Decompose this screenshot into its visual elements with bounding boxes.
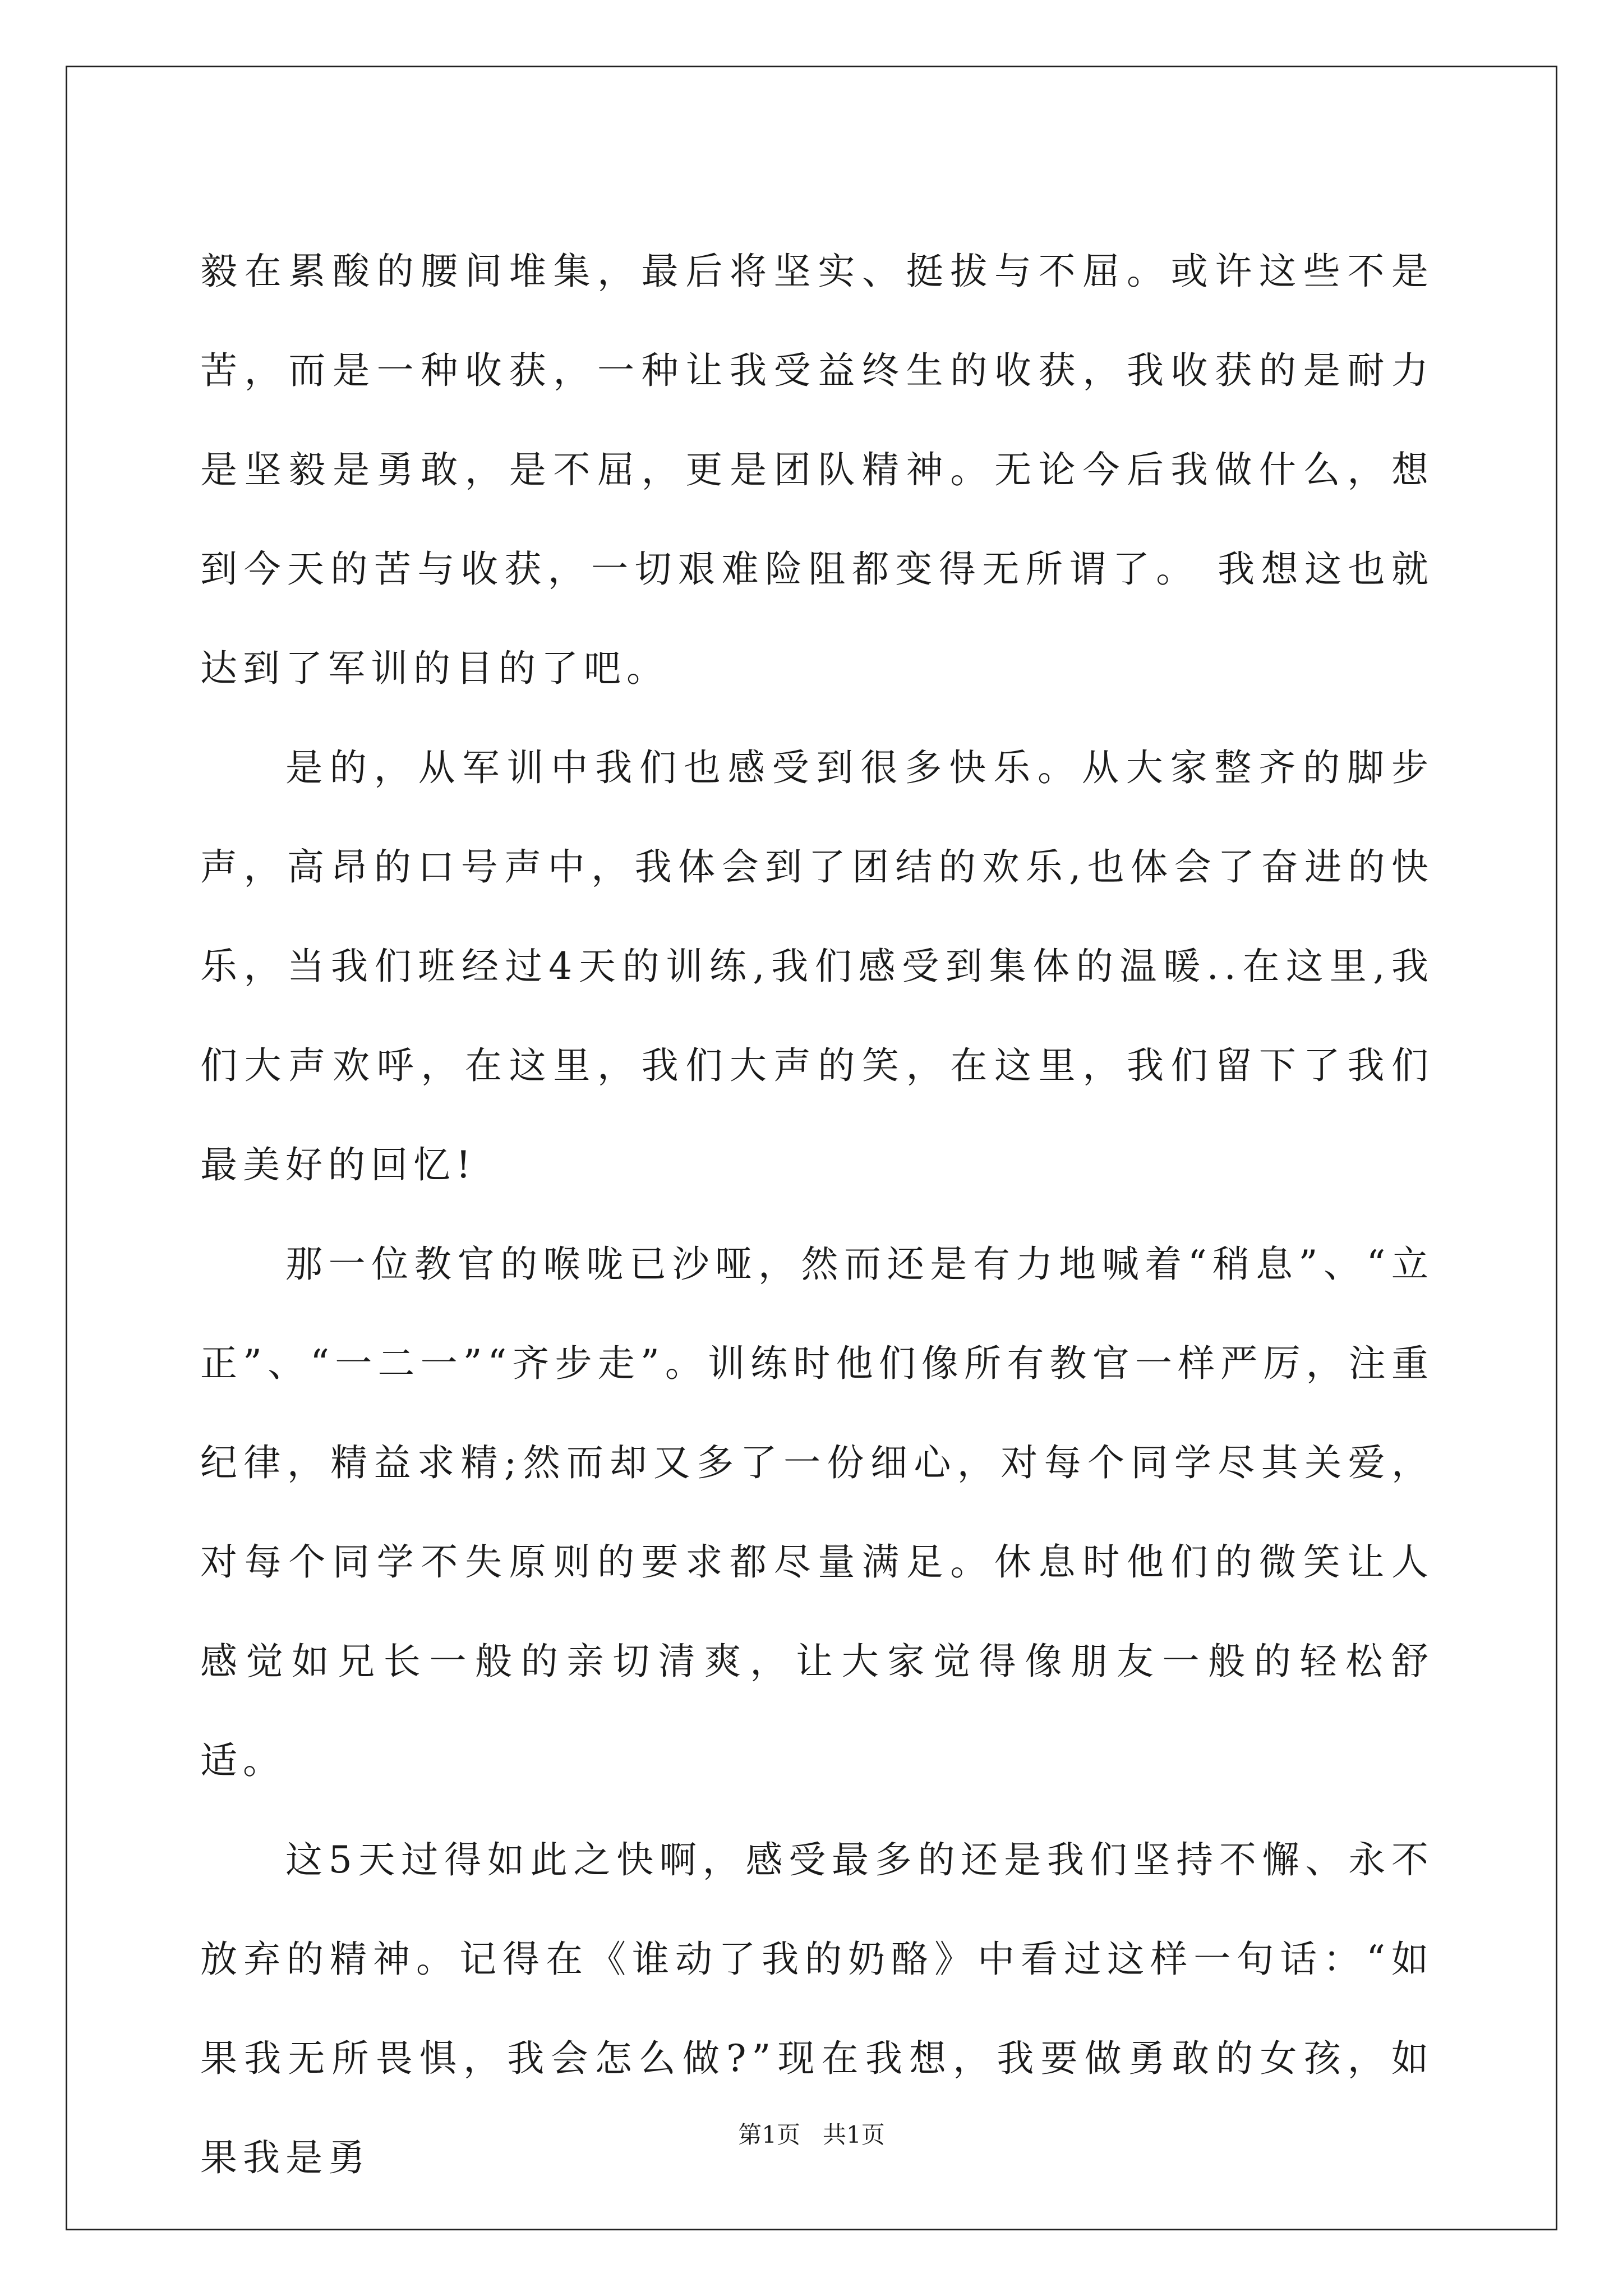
paragraph-3: 那一位教官的喉咙已沙哑，然而还是有力地喊着“稍息”、“立正”、“一二一”“齐步走”。训练时他们像所有教官一样严厉，注重纪律，精益求精;然而却又多了一份细心，对每个同学尽其关爱，对每个同学不失原则的要求都尽量满足。休息时他们的微笑让人感觉如兄长一般的亲切清爽，让大家觉得像朋友一般的轻松舒适。 xyxy=(200,1243,1434,1782)
page-number-footer: 第1页 共1页 xyxy=(738,2121,885,2148)
paragraph-1: 毅在累酸的腰间堆集，最后将坚实、挺拔与不屈。或许这些不是苦，而是一种收获，一种让我受益终生的收获，我收获的是耐力是坚毅是勇敢，是不屈，更是团队精神。无论今后我做什么，想到今天的苦与收获，一切艰难险阻都变得无所谓了。 我想这也就达到了军训的目的了吧。 xyxy=(200,250,1434,690)
document-body xyxy=(200,222,1434,2207)
paragraph-2: 是的，从军训中我们也感受到很多快乐。从大家整齐的脚步声，高昂的口号声中，我体会到了团结的欢乐,也体会了奋进的快乐，当我们班经过4天的训练,我们感受到集体的温暖..在这里,我们大声欢呼，在这里，我们大声的笑，在这里，我们留下了我们最美好的回忆! xyxy=(200,746,1434,1186)
paragraph-4: 这5天过得如此之快啊，感受最多的还是我们坚持不懈、永不放弃的精神。记得在《谁动了我的奶酪》中看过这样一句话：“如果我无所畏惧，我会怎么做?”现在我想，我要做勇敢的女孩，如果我是勇 xyxy=(200,1838,1434,2179)
